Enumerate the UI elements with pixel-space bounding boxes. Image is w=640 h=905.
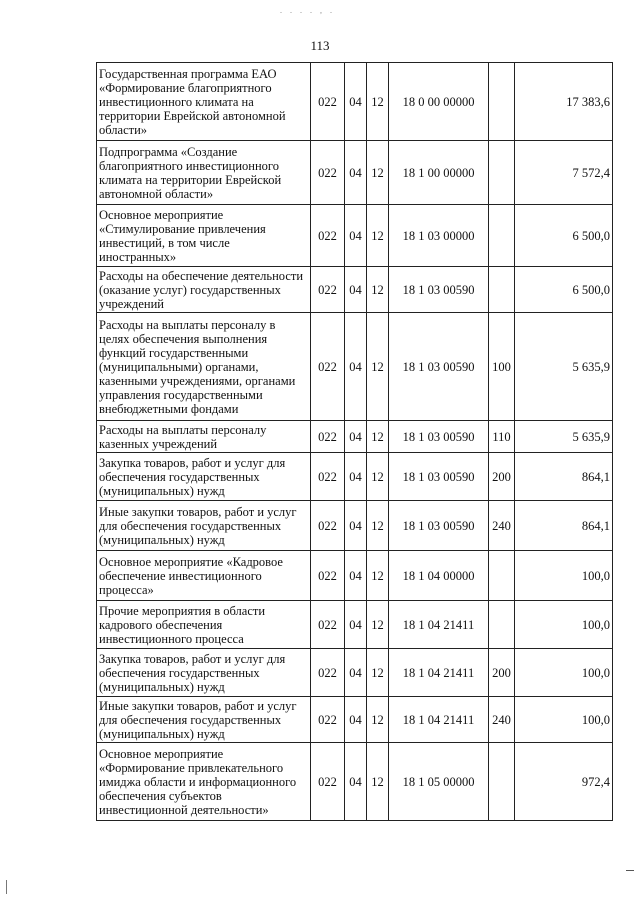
expense-type-code: 110	[489, 421, 515, 453]
amount: 100,0	[515, 697, 613, 743]
ministry-code: 022	[311, 313, 345, 421]
table-row	[97, 63, 613, 141]
section-code: 04	[345, 551, 367, 601]
ministry-code: 022	[311, 421, 345, 453]
target-article-code: 18 1 03 00590	[389, 313, 489, 421]
ministry-code: 022	[311, 551, 345, 601]
target-article-code: 18 1 04 00000	[389, 551, 489, 601]
amount: 972,4	[515, 743, 613, 821]
subsection-code: 12	[367, 421, 389, 453]
row-name: Закупка товаров, работ и услуг для обеспечения государственных (муниципальных) нужд	[97, 453, 311, 501]
target-article-code: 18 1 04 21411	[389, 697, 489, 743]
subsection-code: 12	[367, 141, 389, 205]
ministry-code: 022	[311, 501, 345, 551]
expense-type-code: 200	[489, 649, 515, 697]
table-row	[97, 697, 613, 743]
subsection-code: 12	[367, 313, 389, 421]
row-name: Иные закупки товаров, работ и услуг для обеспечения государственных (муниципальных) нужд	[97, 501, 311, 551]
amount: 100,0	[515, 601, 613, 649]
table-row	[97, 421, 613, 453]
expense-type-code: 100	[489, 313, 515, 421]
expense-type-code	[489, 743, 515, 821]
ministry-code: 022	[311, 649, 345, 697]
section-code: 04	[345, 501, 367, 551]
row-name: Расходы на выплаты персоналу в целях обеспечения выполнения функций государственными (муниципальными) органами, казенными учреждениями, органами управления государственными внебюджетными фондами	[97, 313, 311, 421]
target-article-code: 18 0 00 00000	[389, 63, 489, 141]
subsection-code: 12	[367, 601, 389, 649]
expense-type-code	[489, 601, 515, 649]
row-name: Закупка товаров, работ и услуг для обеспечения государственных (муниципальных) нужд	[97, 649, 311, 697]
table-row	[97, 141, 613, 205]
table-row	[97, 743, 613, 821]
budget-table	[96, 62, 613, 821]
ministry-code: 022	[311, 205, 345, 267]
ministry-code: 022	[311, 453, 345, 501]
target-article-code: 18 1 03 00590	[389, 421, 489, 453]
subsection-code: 12	[367, 697, 389, 743]
target-article-code: 18 1 04 21411	[389, 649, 489, 697]
target-article-code: 18 1 03 00590	[389, 453, 489, 501]
ministry-code: 022	[311, 267, 345, 313]
amount: 864,1	[515, 453, 613, 501]
ministry-code: 022	[311, 601, 345, 649]
table-row	[97, 551, 613, 601]
expense-type-code: 240	[489, 697, 515, 743]
target-article-code: 18 1 04 21411	[389, 601, 489, 649]
row-name: Иные закупки товаров, работ и услуг для обеспечения государственных (муниципальных) нужд	[97, 697, 311, 743]
section-code: 04	[345, 141, 367, 205]
expense-type-code	[489, 141, 515, 205]
section-code: 04	[345, 313, 367, 421]
row-name: Основное мероприятие «Кадровое обеспечение инвестиционного процесса»	[97, 551, 311, 601]
row-name: Прочие мероприятия в области кадрового обеспечения инвестиционного процесса	[97, 601, 311, 649]
amount: 17 383,6	[515, 63, 613, 141]
amount: 5 635,9	[515, 313, 613, 421]
expense-type-code	[489, 551, 515, 601]
subsection-code: 12	[367, 205, 389, 267]
table-row	[97, 649, 613, 697]
table-row	[97, 313, 613, 421]
section-code: 04	[345, 453, 367, 501]
expense-type-code	[489, 267, 515, 313]
subsection-code: 12	[367, 551, 389, 601]
amount: 100,0	[515, 649, 613, 697]
expense-type-code: 240	[489, 501, 515, 551]
table-row	[97, 267, 613, 313]
subsection-code: 12	[367, 63, 389, 141]
expense-type-code	[489, 63, 515, 141]
subsection-code: 12	[367, 649, 389, 697]
amount: 6 500,0	[515, 205, 613, 267]
row-name: Подпрограмма «Создание благоприятного инвестиционного климата на территории Еврейской автономной области»	[97, 141, 311, 205]
amount: 7 572,4	[515, 141, 613, 205]
target-article-code: 18 1 00 00000	[389, 141, 489, 205]
row-name: Основное мероприятие «Стимулирование привлечения инвестиций, в том числе иностранных»	[97, 205, 311, 267]
expense-type-code: 200	[489, 453, 515, 501]
row-name: Основное мероприятие «Формирование привлекательного имиджа области и информационного обеспечения субъектов инвестиционной деятельности»	[97, 743, 311, 821]
target-article-code: 18 1 03 00590	[389, 501, 489, 551]
amount: 100,0	[515, 551, 613, 601]
section-code: 04	[345, 743, 367, 821]
table-row	[97, 501, 613, 551]
section-code: 04	[345, 649, 367, 697]
table-row	[97, 601, 613, 649]
row-name: Государственная программа ЕАО «Формирование благоприятного инвестиционного климата на территории Еврейской автономной области»	[97, 63, 311, 141]
amount: 6 500,0	[515, 267, 613, 313]
table-row	[97, 453, 613, 501]
subsection-code: 12	[367, 267, 389, 313]
target-article-code: 18 1 03 00590	[389, 267, 489, 313]
table-row	[97, 205, 613, 267]
row-name: Расходы на выплаты персоналу казенных учреждений	[97, 421, 311, 453]
section-code: 04	[345, 205, 367, 267]
section-code: 04	[345, 63, 367, 141]
ministry-code: 022	[311, 141, 345, 205]
section-code: 04	[345, 421, 367, 453]
page-number: 113	[310, 38, 330, 53]
ministry-code: 022	[311, 63, 345, 141]
subsection-code: 12	[367, 453, 389, 501]
target-article-code: 18 1 03 00000	[389, 205, 489, 267]
subsection-code: 12	[367, 501, 389, 551]
ministry-code: 022	[311, 697, 345, 743]
expense-type-code	[489, 205, 515, 267]
subsection-code: 12	[367, 743, 389, 821]
amount: 5 635,9	[515, 421, 613, 453]
ministry-code: 022	[311, 743, 345, 821]
target-article-code: 18 1 05 00000	[389, 743, 489, 821]
amount: 864,1	[515, 501, 613, 551]
row-name: Расходы на обеспечение деятельности (оказание услуг) государственных учреждений	[97, 267, 311, 313]
section-code: 04	[345, 601, 367, 649]
scan-artifact: . . . . , .	[280, 6, 335, 15]
scan-edge-mark	[6, 880, 7, 894]
section-code: 04	[345, 697, 367, 743]
scan-edge-mark	[626, 870, 634, 871]
section-code: 04	[345, 267, 367, 313]
